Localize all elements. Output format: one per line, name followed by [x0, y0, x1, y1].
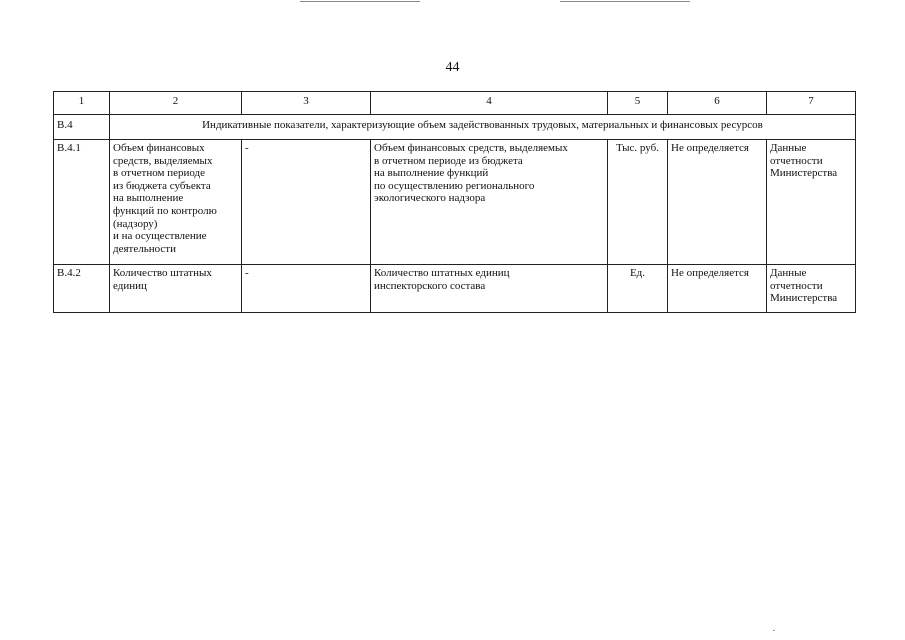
table-row	[54, 140, 856, 265]
row-col3: -	[242, 265, 371, 313]
row-target: Не определяется	[668, 265, 767, 313]
header-cell: 2	[110, 92, 242, 115]
table-row	[54, 265, 856, 313]
header-cell: 3	[242, 92, 371, 115]
row-code: В.4.1	[54, 140, 110, 265]
row-name: Количество штатных единиц	[110, 265, 242, 313]
row-unit: Тыс. руб.	[608, 140, 668, 265]
header-cell: 6	[668, 92, 767, 115]
scan-speck	[773, 630, 775, 631]
page-number: 44	[445, 60, 460, 75]
section-code: В.4	[54, 115, 110, 140]
row-description: Объем финансовых средств, выделяемых в отчетном периоде из бюджета на выполнение функций по осуществлению регионального экологического надзора	[371, 140, 608, 265]
header-cell: 1	[54, 92, 110, 115]
scan-edge-right	[560, 1, 690, 2]
scan-edge-left	[300, 1, 420, 2]
row-unit: Ед.	[608, 265, 668, 313]
row-name: Объем финансовых средств, выделяемых в отчетном периоде из бюджета субъекта на выполнение функций по контролю (надзору) и на осуществление деятельности	[110, 140, 242, 265]
row-description: Количество штатных единиц инспекторского состава	[371, 265, 608, 313]
header-cell: 7	[767, 92, 856, 115]
section-row	[54, 115, 856, 140]
row-target: Не определяется	[668, 140, 767, 265]
row-source: Данные отчетности Министерства	[767, 140, 856, 265]
table-header-row	[54, 92, 856, 115]
section-title: Индикативные показатели, характеризующие объем задействованных трудовых, материальных и финансовых ресурсов	[110, 115, 856, 140]
header-cell: 5	[608, 92, 668, 115]
row-col3: -	[242, 140, 371, 265]
row-code: В.4.2	[54, 265, 110, 313]
indicators-table	[53, 91, 856, 313]
row-source: Данные отчетности Министерства	[767, 265, 856, 313]
header-cell: 4	[371, 92, 608, 115]
